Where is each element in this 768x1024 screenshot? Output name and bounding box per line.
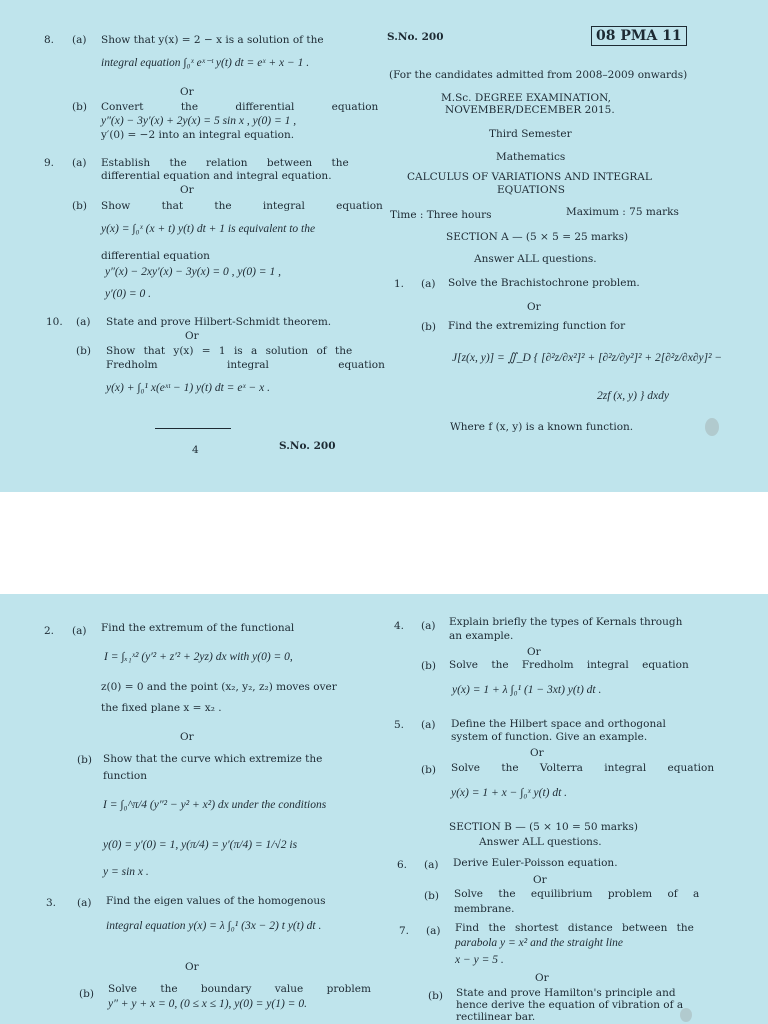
differential-equation: y″(x) − 3y′(x) + 2y(x) = 5 sin x , y(0) = 1 ,	[101, 115, 297, 127]
question-number: 6.	[397, 859, 408, 871]
paper-smudge	[705, 418, 719, 436]
part-label: (b)	[72, 200, 87, 212]
boundary-value-equation: y″ + y + x = 0, (0 ≤ x ≤ 1), y(0) = y(1) = 0.	[108, 998, 307, 1010]
part-label: (a)	[421, 719, 436, 731]
question-text: Solve the boundary value problem	[108, 983, 371, 995]
question-number: 5.	[394, 719, 405, 731]
part-label: (b)	[79, 988, 94, 1000]
question-text: y′(0) = −2 into an integral equation.	[101, 129, 295, 141]
or-separator: Or	[185, 330, 199, 342]
question-text: Derive Euler-Poisson equation.	[453, 857, 618, 869]
serial-number: S.No. 200	[387, 31, 444, 43]
question-text: Find the extremizing function for	[448, 320, 626, 332]
part-label: (a)	[72, 34, 87, 46]
question-text: Explain briefly the types of Kernals through	[449, 616, 683, 628]
question-number: 1.	[394, 278, 405, 290]
semester: Third Semester	[489, 128, 572, 140]
solution-curve: y = sin x .	[103, 866, 149, 878]
question-text: Where f (x, y) is a known function.	[450, 421, 634, 433]
functional-expression: J[z(x, y)] = ∬_D { [∂²z/∂x²]² + [∂²z/∂y²]² + 2[∂²z/∂x∂y]² −	[452, 352, 723, 364]
time-allowed: Time : Three hours	[390, 209, 492, 221]
question-text: Solve the Fredholm integral equation	[449, 659, 689, 671]
question-text: Find the shortest distance between the	[455, 922, 694, 934]
functional-expression: I = ∫ₓ₁ˣ² (y′² + z′² + 2yz) dx with y(0) = 0,	[104, 651, 293, 663]
part-label: (a)	[72, 625, 87, 637]
question-text: Solve the Brachistochrone problem.	[448, 277, 640, 289]
or-separator: Or	[533, 874, 547, 886]
section-heading: SECTION A — (5 × 5 = 25 marks)	[446, 231, 629, 243]
question-text: Show that y(x) = 2 − x is a solution of the	[101, 34, 324, 46]
subject: Mathematics	[496, 151, 566, 163]
exam-session: NOVEMBER/DECEMBER 2015.	[445, 104, 615, 116]
question-text: Solve the Volterra integral equation	[451, 762, 715, 774]
question-text: function	[103, 770, 147, 782]
or-separator: Or	[535, 972, 549, 984]
part-label: (a)	[424, 859, 439, 871]
part-label: (a)	[77, 897, 92, 909]
page-number: 4	[192, 444, 199, 456]
exam-page-top	[0, 0, 768, 492]
question-text: Find the eigen values of the homogenous	[106, 895, 326, 907]
question-number: 7.	[399, 925, 410, 937]
paper-title: EQUATIONS	[497, 184, 565, 196]
question-text: Define the Hilbert space and orthogonal	[451, 718, 666, 730]
question-text: Solve the equilibrium problem of a	[454, 888, 700, 900]
integral-equation: integral equation y(x) = λ ∫₀¹ (3x − 2) t y(t) dt .	[106, 920, 322, 932]
question-text: Convert the differential equation	[101, 101, 379, 113]
differential-equation: y″(x) − 2xy′(x) − 3y(x) = 0 , y(0) = 1 ,	[105, 266, 281, 278]
part-label: (b)	[77, 754, 92, 766]
or-separator: Or	[180, 86, 194, 98]
question-text: system of function. Give an example.	[451, 731, 648, 743]
paper-code-box: 08 PMA 11	[591, 26, 687, 46]
part-label: (a)	[421, 620, 436, 632]
part-label: (b)	[424, 890, 439, 902]
question-text: membrane.	[454, 903, 515, 915]
divider-line	[155, 428, 231, 429]
section-heading: SECTION B — (5 × 10 = 50 marks)	[449, 821, 638, 833]
question-number: 9.	[44, 157, 55, 169]
or-separator: Or	[180, 731, 194, 743]
question-number: 4.	[394, 620, 405, 632]
or-separator: Or	[527, 646, 541, 658]
question-text: an example.	[449, 630, 514, 642]
question-number: 3.	[46, 897, 57, 909]
integral-equation: y(x) = 1 + λ ∫₀¹ (1 − 3xt) y(t) dt .	[452, 684, 602, 696]
or-separator: Or	[180, 184, 194, 196]
functional-expression: 2zf (x, y) } dxdy	[597, 390, 669, 402]
instruction: Answer ALL questions.	[479, 836, 602, 848]
question-text: Show that the curve which extremize the	[103, 753, 323, 765]
question-text: differential equation	[101, 250, 210, 262]
functional-expression: I = ∫₀^π/4 (y″² − y² + x²) dx under the conditions	[103, 799, 327, 811]
question-text: State and prove Hilbert-Schmidt theorem.	[106, 316, 332, 328]
part-label: (b)	[76, 345, 91, 357]
exam-page-bottom	[0, 594, 768, 1024]
question-text: parabola y = x² and the straight line	[455, 937, 624, 949]
paper-title: CALCULUS OF VARIATIONS AND INTEGRAL	[407, 171, 652, 183]
question-text: State and prove Hamilton's principle and	[456, 987, 676, 999]
part-label: (b)	[421, 321, 436, 333]
question-text: Find the extremum of the functional	[101, 622, 295, 634]
part-label: (a)	[421, 278, 436, 290]
part-label: (b)	[72, 101, 87, 113]
question-text: Fredholm integral equation	[106, 359, 385, 371]
integral-equation: integral equation ∫₀ˣ eˣ⁻ᵗ y(t) dt = eˣ + x − 1 .	[101, 57, 310, 69]
max-marks: Maximum : 75 marks	[566, 206, 679, 218]
question-number: 8.	[44, 34, 55, 46]
question-text: hence derive the equation of vibration of a	[456, 999, 684, 1011]
question-text: Show that y(x) = 1 is a solution of the	[106, 345, 353, 357]
exam-title: M.Sc. DEGREE EXAMINATION,	[441, 92, 611, 104]
footer-serial-number: S.No. 200	[279, 440, 336, 452]
part-label: (b)	[421, 660, 436, 672]
boundary-conditions: y(0) = y′(0) = 1, y(π/4) = y′(π/4) = 1/√2 is	[103, 839, 298, 851]
instruction: Answer ALL questions.	[474, 253, 597, 265]
question-text: the fixed plane x = x₂ .	[101, 702, 222, 714]
part-label: (b)	[421, 764, 436, 776]
part-label: (a)	[72, 157, 87, 169]
question-text: z(0) = 0 and the point (x₂, y₂, z₂) moves over	[101, 681, 337, 693]
question-text: Establish the relation between the	[101, 157, 349, 169]
question-text: differential equation and integral equation.	[101, 170, 332, 182]
or-separator: Or	[530, 747, 544, 759]
question-number: 10.	[46, 316, 63, 328]
part-label: (b)	[428, 990, 443, 1002]
admitted-note: (For the candidates admitted from 2008–2009 onwards)	[389, 69, 688, 81]
question-number: 2.	[44, 625, 55, 637]
part-label: (a)	[76, 316, 91, 328]
part-label: (a)	[426, 925, 441, 937]
integral-equation: y(x) = 1 + x − ∫₀ˣ y(t) dt .	[451, 787, 568, 799]
integral-equation: y(x) + ∫₀¹ x(eˣᵗ − 1) y(t) dt = eˣ − x .	[106, 382, 271, 394]
or-separator: Or	[527, 301, 541, 313]
line-equation: x − y = 5 .	[455, 954, 504, 966]
or-separator: Or	[185, 961, 199, 973]
initial-condition: y′(0) = 0 .	[105, 288, 152, 300]
paper-smudge	[680, 1008, 692, 1022]
question-text: Show that the integral equation	[101, 200, 383, 212]
integral-equation: y(x) = ∫₀ˣ (x + t) y(t) dt + 1 is equivalent to the	[101, 223, 316, 235]
question-text: rectilinear bar.	[456, 1011, 536, 1023]
